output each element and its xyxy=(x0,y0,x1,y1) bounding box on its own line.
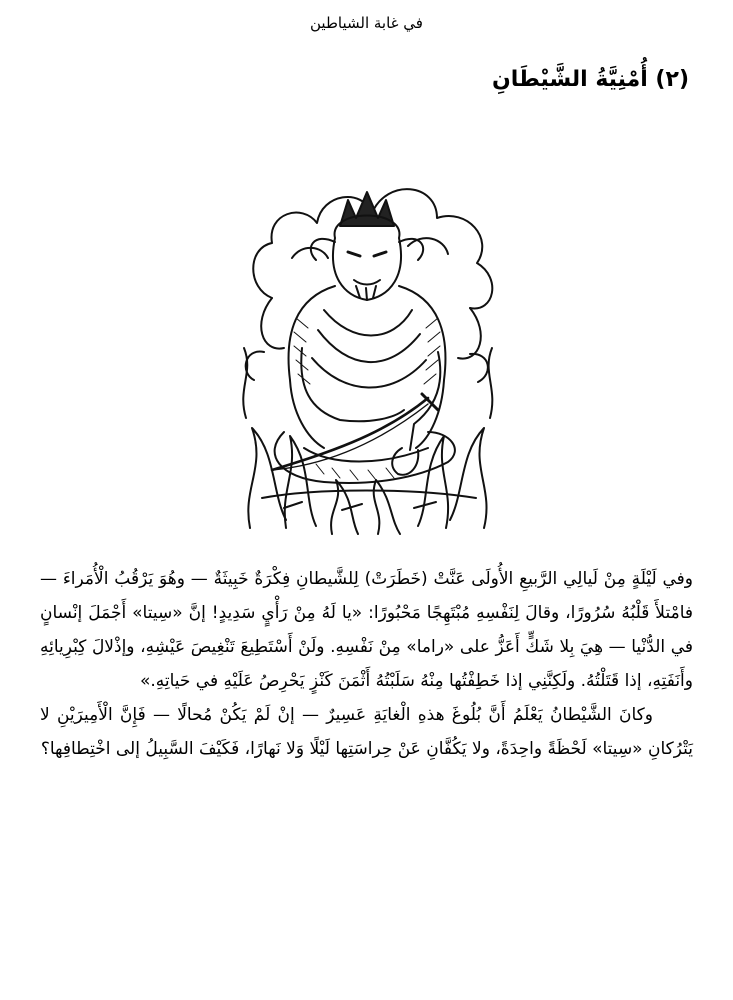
chapter-title: (٢) أُمْنِيَّةُ الشَّيْطَانِ xyxy=(492,67,689,92)
demon-illustration xyxy=(232,148,502,538)
paragraph-1: وفي لَيْلَةٍ مِنْ لَيالِي الرَّبيعِ الأُولَى عَنَّتْ (خَطَرَتْ) لِلشَّيطانِ فِكْرَةٌ خَبِيثَةٌ — وهُوَ يَرْقُبُ الْأُمَراءَ — فامْتلأَ قَلْبُهُ سُرُورًا، وقالَ لِنَفْسِهِ مُبْتَهِجًا مَحْبُورًا: «يا لَهُ مِنْ رَأْيٍ سَدِيدٍ! إنَّ «سِيتا» أَجْمَلَ إنْسانٍ في الدُّنْيا — هِيَ بِلا شَكٍّ أَعَزُّ على «راما» مِنْ نَفْسِهِ. ولَنْ أَسْتَطِيعَ تَنْغِيصَ عَيْشِهِ، وإذْلالَ كِبْرِيائِهِ وأَنَفَتِهِ، إذا قَتَلْتُهُ. ولَكِنَّنِي إذا خَطِفْتُها مِنْهُ سَلَبْتُهُ أَثْمَنَ كَنْزٍ يَحْرِصُ عَلَيْهِ في حَياتِهِ.» xyxy=(40,569,693,691)
running-header: في غابة الشياطين xyxy=(310,14,423,32)
body-text xyxy=(40,562,693,766)
paragraph-2: وكانَ الشَّيْطانُ يَعْلَمُ أَنَّ بُلُوغَ هذهِ الْغايَةِ عَسِيرٌ — إنْ لَمْ يَكُنْ مُحالًا — فَإِنَّ الْأَمِيرَيْنِ لا يَتْرُكانِ «سِيتا» لَحْظَةً واحِدَةً، ولا يَكُفَّانِ عَنْ حِراسَتِها لَيْلًا وَلا نَهارًا، فَكَيْفَ السَّبِيلُ إلى اخْتِطافِها؟ xyxy=(40,705,693,759)
